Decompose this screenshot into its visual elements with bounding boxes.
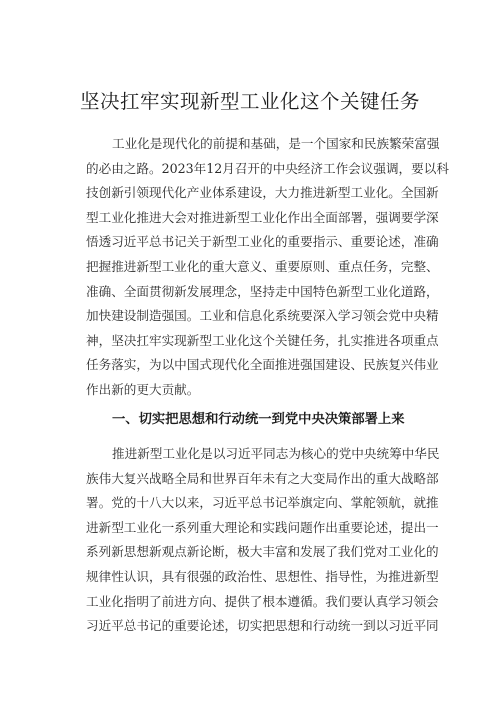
paragraph-line: 准确、全面贯彻新发展理念，坚持走中国特色新型工业化道路， xyxy=(86,283,439,299)
paragraph-line: 技创新引领现代化产业体系建设，大力推进新型工业化。全国新 xyxy=(86,185,439,201)
paragraph-line: 悟透习近平总书记关于新型工业化的重要指示、重要论述，准确 xyxy=(86,234,439,250)
paragraph-line: 神，坚决扛牢实现新型工业化这个关键任务，扎实推进各项重点 xyxy=(86,332,439,348)
page-title: 坚决扛牢实现新型工业化这个关键任务 xyxy=(79,90,420,113)
paragraph-line: 习近平总书记的重要论述，切实把思想和行动统一到以习近平同 xyxy=(86,618,439,634)
paragraph-line: 进新型工业化一系列重大理论和实践问题作出重要论述，提出一 xyxy=(86,519,439,535)
paragraph-line: 加快建设制造强国。工业和信息化系统要深入学习领会党中央精 xyxy=(86,308,439,324)
paragraph-line: 系列新思想新观点新论断，极大丰富和发展了我们党对工业化的 xyxy=(86,544,439,560)
intro-paragraph xyxy=(86,132,449,403)
paragraph-line: 把握推进新型工业化的重大意义、重要原则、重点任务，完整、 xyxy=(86,258,439,274)
paragraph-line: 族伟大复兴战略全局和世界百年未有之大变局作出的重大战略部 xyxy=(86,470,439,486)
section-paragraph xyxy=(86,442,440,639)
paragraph-line: 推进新型工业化是以习近平同志为核心的党中央统筹中华民 xyxy=(112,446,440,461)
paragraph-line: 署。党的十八大以来，习近平总书记举旗定向、掌舵领航，就推 xyxy=(86,495,439,511)
paragraph-line: 型工业化推进大会对推进新型工业化作出全面部署，强调要学深 xyxy=(86,209,439,225)
paragraph-line: 规律性认识，具有很强的政治性、思想性、指导性，为推进新型 xyxy=(86,568,439,584)
paragraph-line: 工业化指明了前进方向、提供了根本遵循。我们要认真学习领会 xyxy=(86,593,439,609)
paragraph-line: 作出新的更大贡献。 xyxy=(86,381,200,397)
section-heading: 一、切实把思想和行动统一到党中央决策部署上来 xyxy=(112,412,405,427)
paragraph-line: 任务落实，为以中国式现代化全面推进强国建设、民族复兴伟业 xyxy=(86,357,439,373)
paragraph-line: 工业化是现代化的前提和基础，是一个国家和民族繁荣富强 xyxy=(112,136,440,151)
paragraph-line: 的必由之路。2023年12月召开的中央经济工作会议强调，要以科 xyxy=(86,160,449,176)
